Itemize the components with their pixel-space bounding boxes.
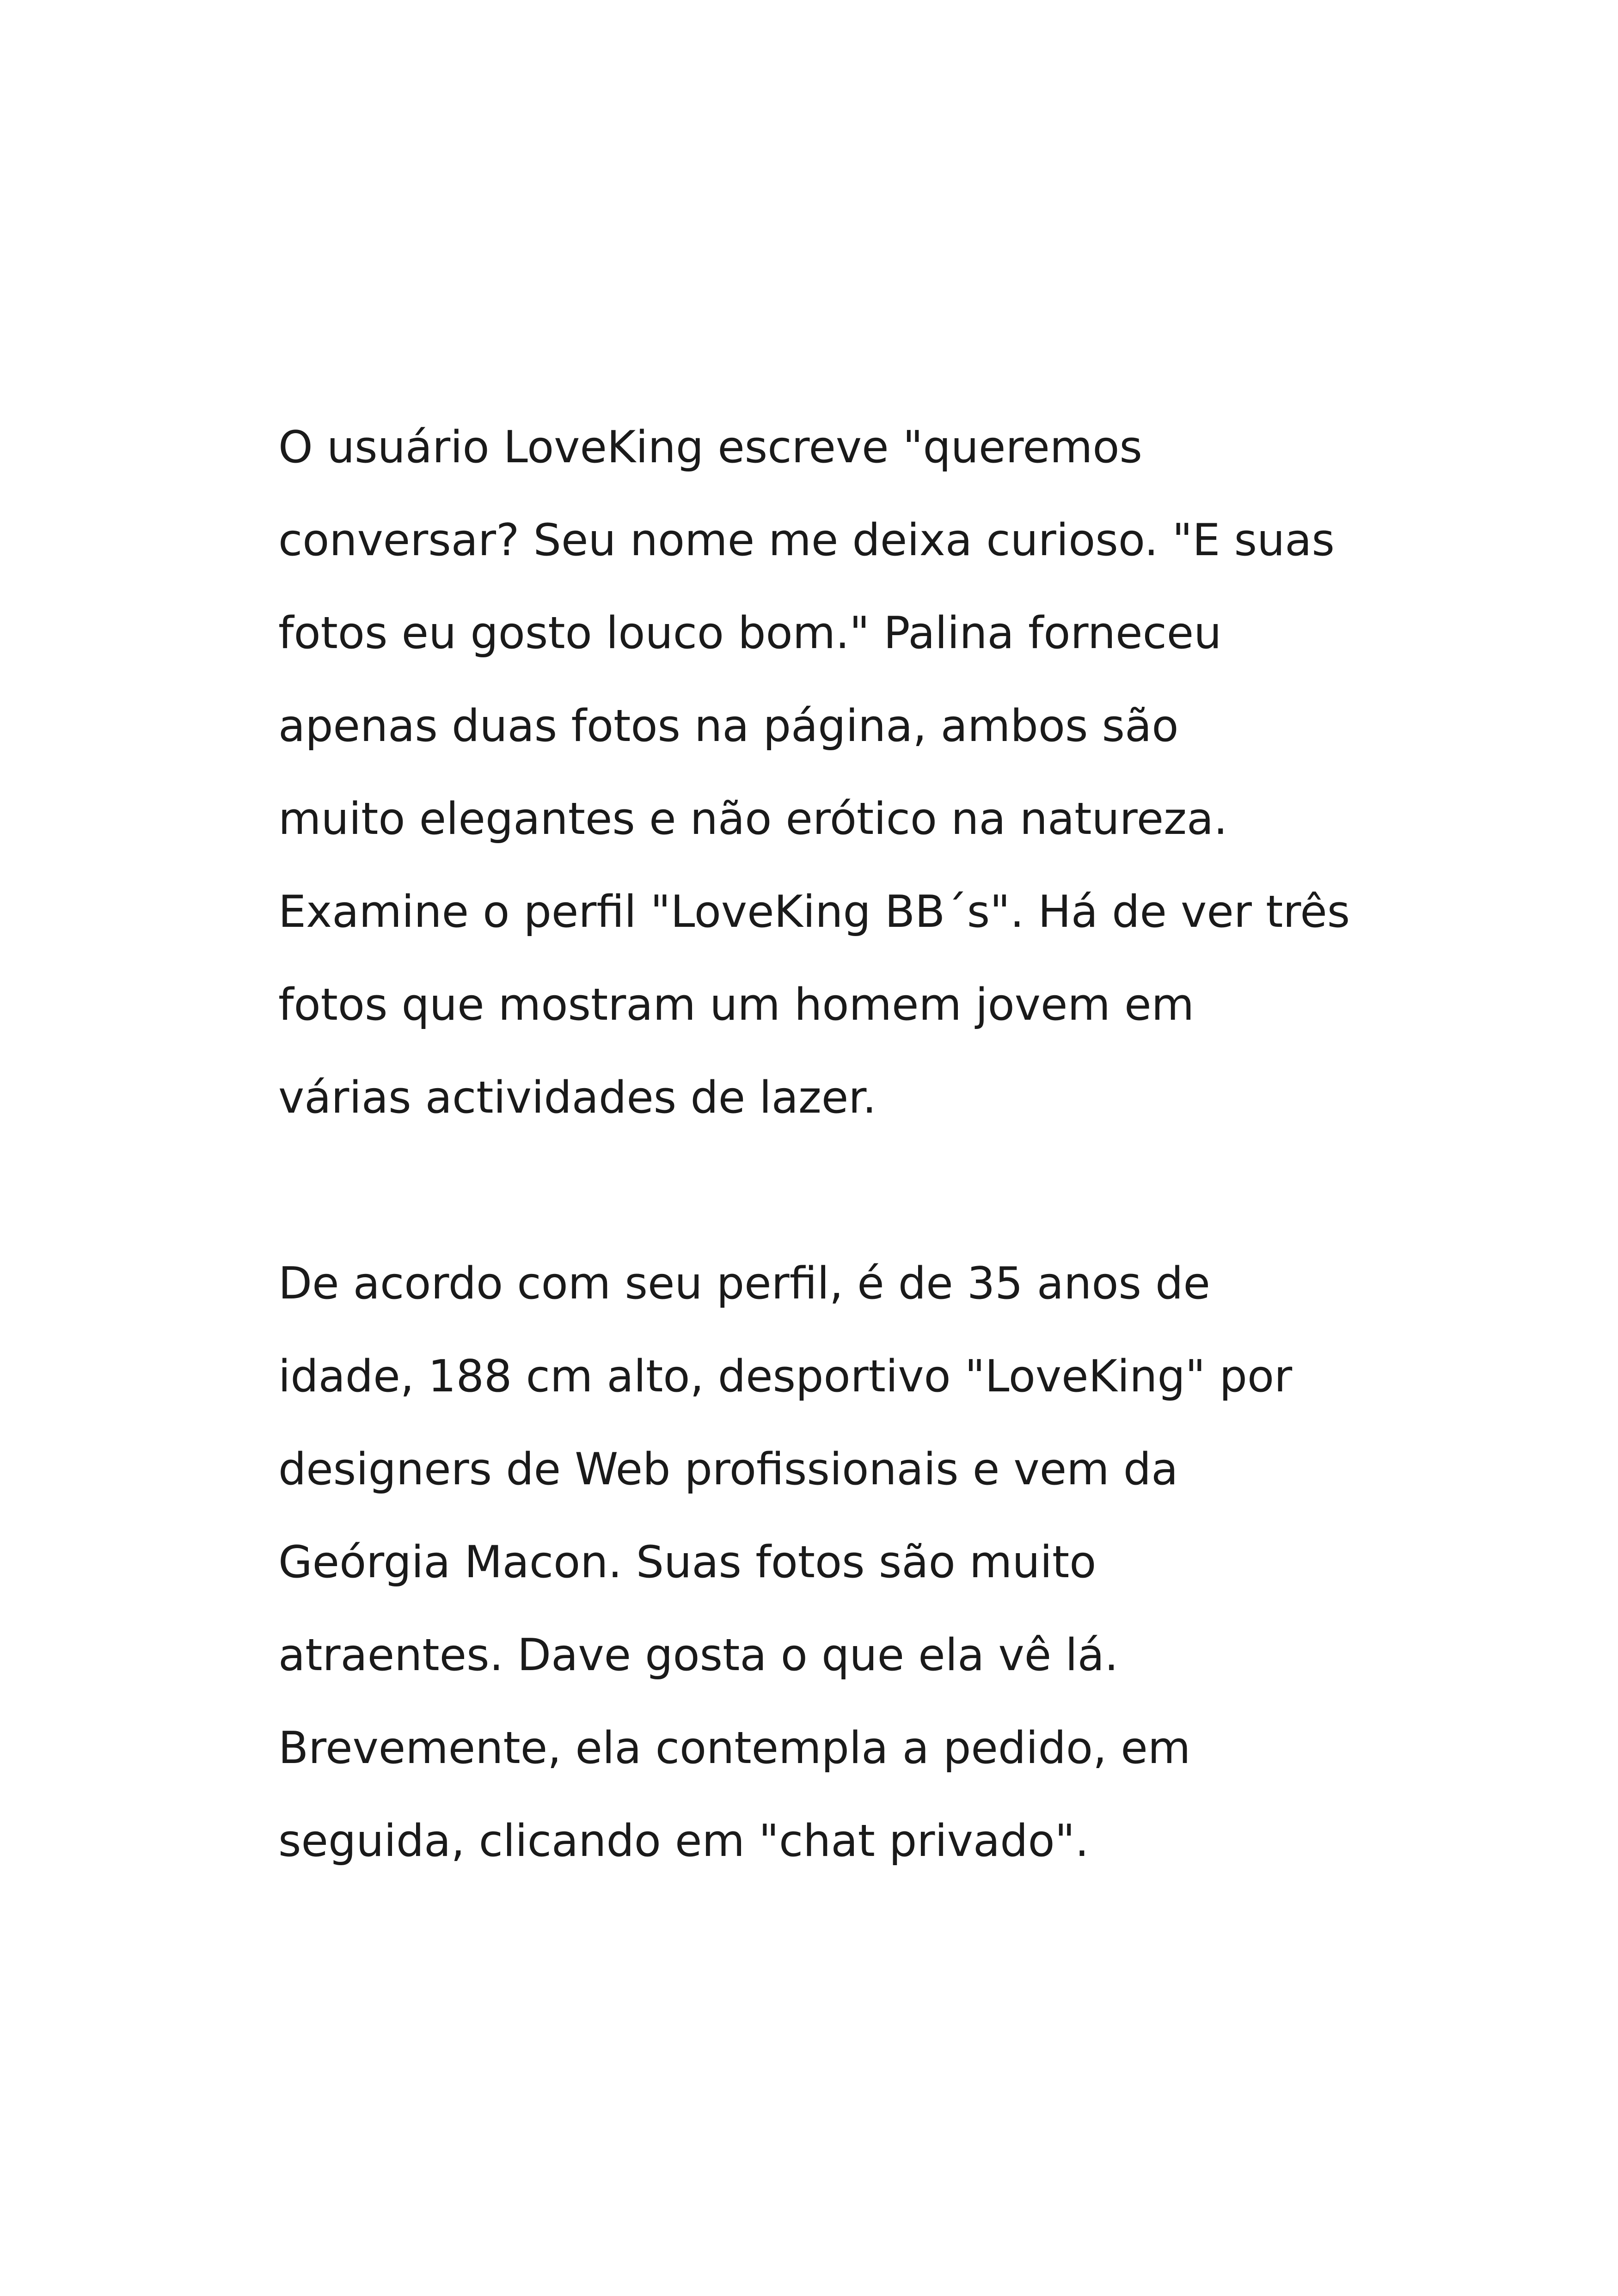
paragraph-spacer (278, 1145, 1388, 1237)
paragraph-line: idade, 188 cm alto, desportivo "LoveKing" por (278, 1351, 1293, 1402)
paragraph-line: várias actividades de lazer. (278, 1072, 876, 1123)
paragraph-1 (278, 401, 1388, 1145)
paragraph-line: Examine o perfil "LoveKing BB´s". Há de ver três (278, 887, 1350, 937)
paragraph-line: apenas duas fotos na página, ambos são (278, 701, 1179, 752)
paragraph-line: atraentes. Dave gosta o que ela vê lá. (278, 1630, 1119, 1681)
paragraph-line: O usuário LoveKing escreve "queremos (278, 422, 1143, 473)
paragraph-line: fotos eu gosto louco bom." Palina forneceu (278, 608, 1222, 659)
paragraph-line: muito elegantes e não erótico na natureza. (278, 794, 1228, 845)
paragraph-line: Brevemente, ela contempla a pedido, em (278, 1723, 1191, 1774)
paragraph-line: conversar? Seu nome me deixa curioso. "E suas (278, 515, 1335, 566)
paragraph-line: seguida, clicando em "chat privado". (278, 1816, 1089, 1867)
paragraph-line: designers de Web profissionais e vem da (278, 1444, 1178, 1495)
paragraph-line: Geórgia Macon. Suas fotos são muito (278, 1537, 1097, 1588)
body-text (278, 401, 1388, 1888)
paragraph-line: fotos que mostram um homem jovem em (278, 980, 1195, 1030)
paragraph-2 (278, 1237, 1388, 1888)
paragraph-line: De acordo com seu perfil, é de 35 anos de (278, 1258, 1210, 1309)
